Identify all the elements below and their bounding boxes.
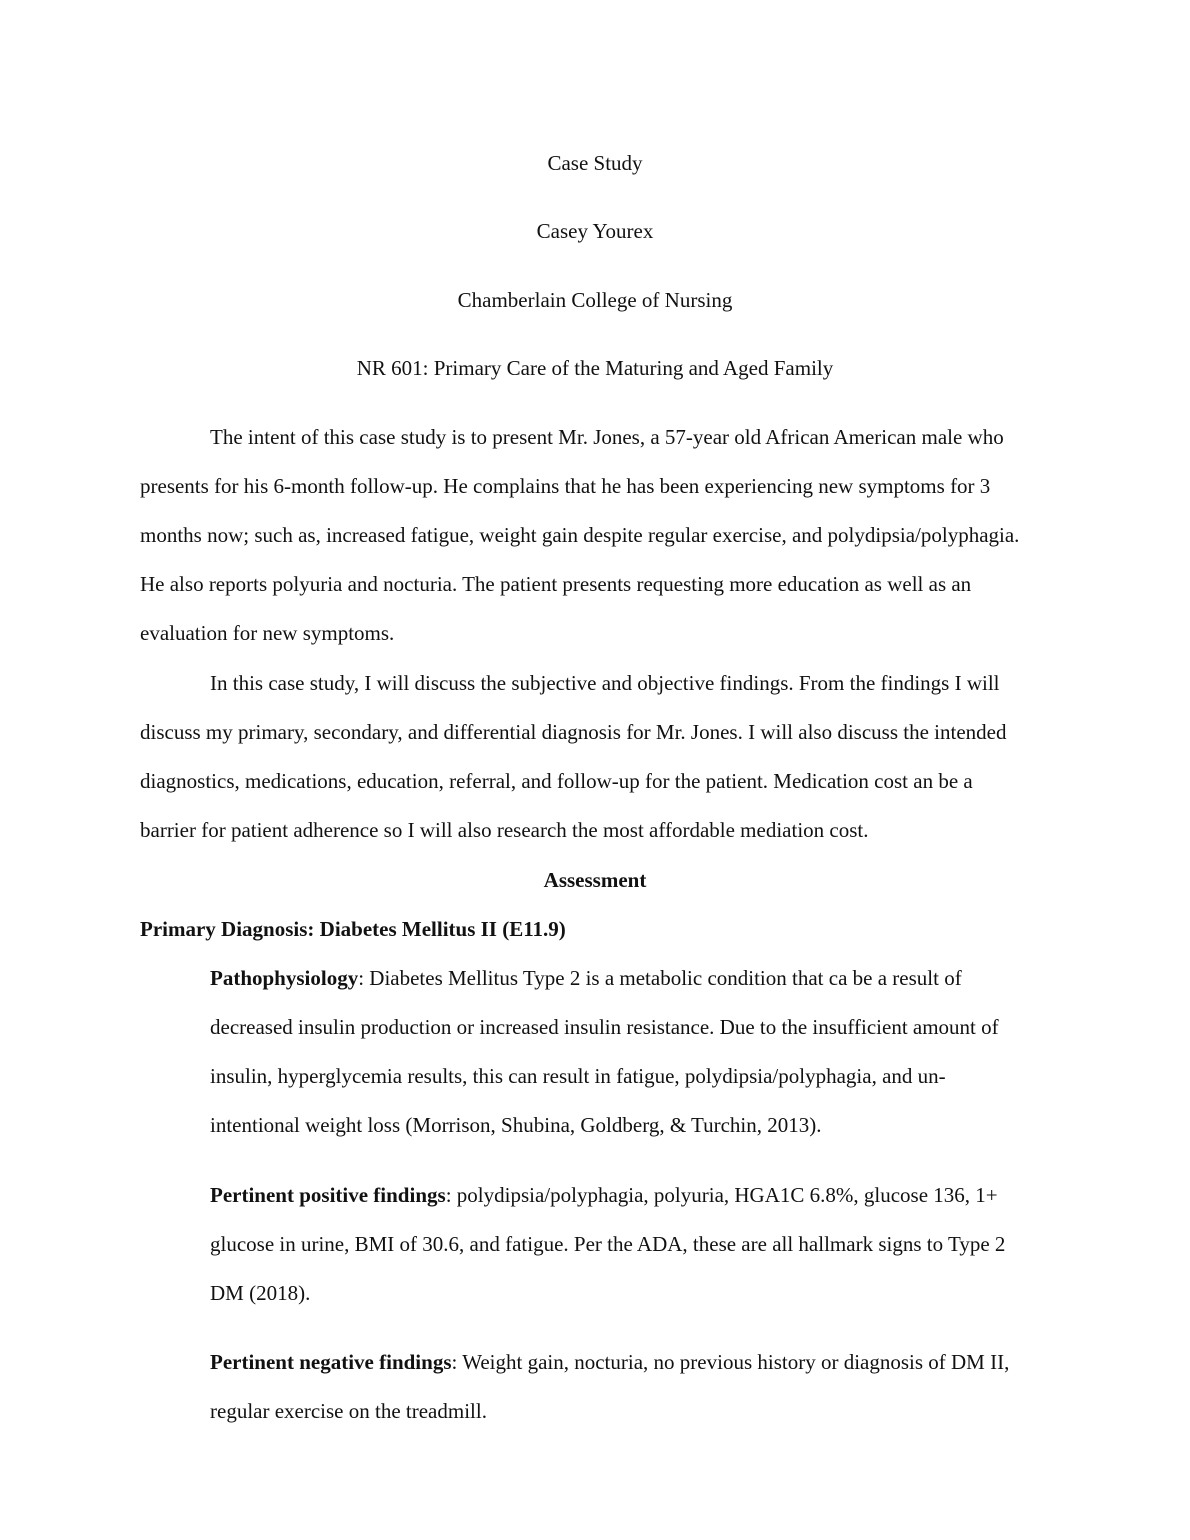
- course-name: NR 601: Primary Care of the Maturing and Aged Family: [356, 356, 834, 380]
- paragraph-line: intentional weight loss (Morrison, Shubina, Goldberg, & Turchin, 2013).: [210, 1113, 822, 1137]
- paragraph-text: : Weight gain, nocturia, no previous history or diagnosis of DM II,: [451, 1350, 1010, 1374]
- document-title: Case Study: [547, 151, 643, 175]
- paragraph-text: : Diabetes Mellitus Type 2 is a metabolic condition that ca be a result of: [358, 966, 962, 990]
- paragraph-line: discuss my primary, secondary, and differential diagnosis for Mr. Jones. I will also discuss the intended: [140, 720, 1007, 744]
- paragraph-line: insulin, hyperglycemia results, this can result in fatigue, polydipsia/polyphagia, and un-: [210, 1064, 946, 1088]
- institution-name: Chamberlain College of Nursing: [457, 288, 733, 312]
- paragraph-line: He also reports polyuria and nocturia. The patient presents requesting more education as well as an: [140, 572, 972, 596]
- paragraph-line: diagnostics, medications, education, referral, and follow-up for the patient. Medication cost an be a: [140, 769, 973, 793]
- paragraph-line: [210, 1182, 998, 1208]
- paragraph-line: regular exercise on the treadmill.: [210, 1399, 487, 1423]
- author-name: Casey Yourex: [536, 219, 654, 243]
- paragraph-line: The intent of this case study is to present Mr. Jones, a 57-year old African American male who: [210, 425, 1004, 449]
- section-heading-assessment: Assessment: [543, 868, 647, 892]
- positive-findings-label: Pertinent positive findings: [210, 1183, 446, 1207]
- primary-diagnosis-heading: Primary Diagnosis: Diabetes Mellitus II (E11.9): [140, 917, 566, 941]
- pathophysiology-label: Pathophysiology: [210, 966, 359, 990]
- negative-findings-label: Pertinent negative findings: [210, 1350, 452, 1374]
- paragraph-line: glucose in urine, BMI of 30.6, and fatigue. Per the ADA, these are all hallmark signs to Type 2: [210, 1232, 1006, 1256]
- paragraph-line: DM (2018).: [210, 1281, 311, 1305]
- paragraph-line: presents for his 6-month follow-up. He complains that he has been experiencing new symptoms for 3: [140, 474, 991, 498]
- paragraph-line: barrier for patient adherence so I will also research the most affordable mediation cost.: [140, 818, 869, 842]
- paragraph-line: months now; such as, increased fatigue, weight gain despite regular exercise, and polydipsia/polyphagia.: [140, 523, 1020, 547]
- paragraph-line: In this case study, I will discuss the subjective and objective findings. From the findings I will: [210, 671, 1000, 695]
- paragraph-line: [210, 1349, 1009, 1375]
- paragraph-text: : polydipsia/polyphagia, polyuria, HGA1C 6.8%, glucose 136, 1+: [445, 1183, 998, 1207]
- paragraph-line: decreased insulin production or increased insulin resistance. Due to the insufficient amount of: [210, 1015, 999, 1039]
- paragraph-line: evaluation for new symptoms.: [140, 621, 395, 645]
- paragraph-line: [210, 965, 962, 991]
